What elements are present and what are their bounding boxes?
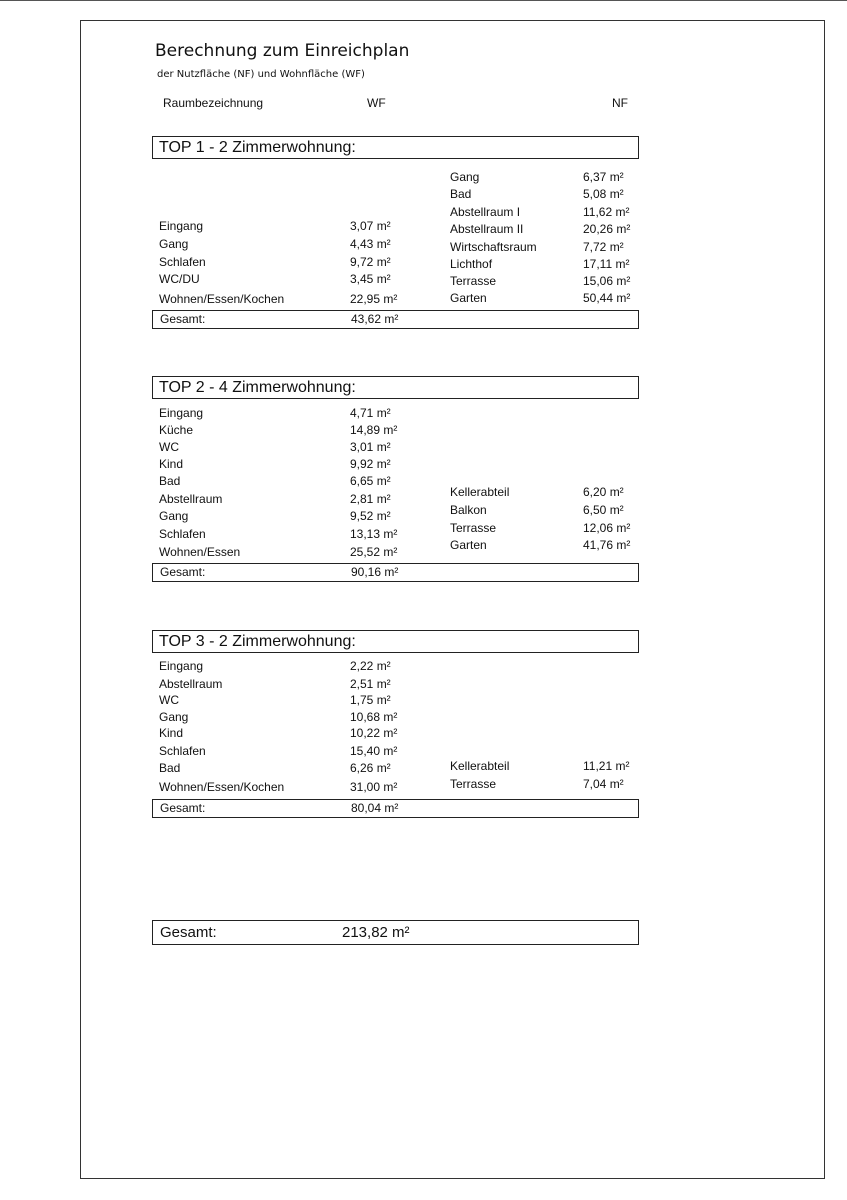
room-area: 25,52 m² <box>350 545 398 559</box>
section-total-top3 <box>152 799 639 818</box>
total-value: 80,04 m² <box>351 801 399 815</box>
room-name: Wohnen/Essen <box>159 545 241 559</box>
room-area: 31,00 m² <box>350 780 398 794</box>
room-area: 10,22 m² <box>350 726 398 740</box>
room-area: 15,06 m² <box>583 274 631 288</box>
room-name: Schlafen <box>159 255 206 269</box>
room-area: 41,76 m² <box>583 538 631 552</box>
room-area: 2,51 m² <box>350 677 391 691</box>
room-name: Wohnen/Essen/Kochen <box>159 780 285 794</box>
room-name: Gang <box>450 170 480 184</box>
room-area: 9,52 m² <box>350 509 391 523</box>
room-area: 1,75 m² <box>350 693 391 707</box>
room-name: Gang <box>159 237 189 251</box>
room-area: 7,72 m² <box>583 240 624 254</box>
room-area: 13,13 m² <box>350 527 398 541</box>
room-name: Balkon <box>450 503 487 517</box>
room-name: Kellerabteil <box>450 485 510 499</box>
room-area: 11,21 m² <box>583 759 630 773</box>
room-area: 12,06 m² <box>583 521 631 535</box>
total-value: 90,16 m² <box>351 565 399 579</box>
room-area: 20,26 m² <box>583 222 631 236</box>
room-name: Terrasse <box>450 777 497 791</box>
page-subtitle: der Nutzfläche (NF) und Wohnfläche (WF) <box>157 69 365 80</box>
room-name: Schlafen <box>159 744 206 758</box>
room-name: Abstellraum <box>159 677 223 691</box>
room-area: 6,26 m² <box>350 761 391 775</box>
top-border-line <box>0 0 847 1</box>
room-name: Kind <box>159 726 184 740</box>
grand-total-value: 213,82 m² <box>342 924 410 941</box>
section-total-top1 <box>152 310 639 329</box>
total-label: Gesamt: <box>160 312 206 326</box>
room-area: 9,92 m² <box>350 457 391 471</box>
room-name: Wohnen/Essen/Kochen <box>159 292 285 306</box>
room-area: 4,71 m² <box>350 406 391 420</box>
section-title-top2: TOP 2 - 4 Zimmerwohnung: <box>152 376 639 399</box>
room-name: Kind <box>159 457 184 471</box>
room-area: 2,22 m² <box>350 659 391 673</box>
grand-total-label: Gesamt: <box>160 924 217 941</box>
total-label: Gesamt: <box>160 801 206 815</box>
room-name: Garten <box>450 538 487 552</box>
room-area: 3,01 m² <box>350 440 391 454</box>
section-title-top1: TOP 1 - 2 Zimmerwohnung: <box>152 136 639 159</box>
room-area: 7,04 m² <box>583 777 624 791</box>
total-value: 43,62 m² <box>351 312 399 326</box>
total-label: Gesamt: <box>160 565 206 579</box>
room-name: Terrasse <box>450 521 497 535</box>
room-area: 9,72 m² <box>350 255 391 269</box>
room-area: 5,08 m² <box>583 187 624 201</box>
room-area: 17,11 m² <box>583 257 630 271</box>
section-title-top3: TOP 3 - 2 Zimmerwohnung: <box>152 630 639 653</box>
room-name: Terrasse <box>450 274 497 288</box>
room-name: Eingang <box>159 659 204 673</box>
room-name: Eingang <box>159 406 204 420</box>
room-area: 4,43 m² <box>350 237 391 251</box>
room-name: Wirtschaftsraum <box>450 240 537 254</box>
room-name: Abstellraum <box>159 492 223 506</box>
room-area: 11,62 m² <box>583 205 630 219</box>
room-name: Bad <box>159 474 181 488</box>
room-area: 10,68 m² <box>350 710 398 724</box>
room-name: Lichthof <box>450 257 493 271</box>
section-total-top2 <box>152 563 639 582</box>
room-name: Küche <box>159 423 194 437</box>
room-name: Kellerabteil <box>450 759 510 773</box>
room-name: Gang <box>159 509 189 523</box>
room-area: 15,40 m² <box>350 744 398 758</box>
room-name: Bad <box>159 761 181 775</box>
room-name: WC/DU <box>159 272 200 286</box>
column-header-wf: WF <box>367 96 386 110</box>
room-name: WC <box>159 693 179 707</box>
room-name: Gang <box>159 710 189 724</box>
room-area: 3,45 m² <box>350 272 391 286</box>
room-area: 6,20 m² <box>583 485 624 499</box>
room-name: Schlafen <box>159 527 206 541</box>
room-area: 14,89 m² <box>350 423 398 437</box>
column-header-room: Raumbezeichnung <box>163 96 264 110</box>
room-area: 22,95 m² <box>350 292 398 306</box>
room-name: Abstellraum I <box>450 205 521 219</box>
page-title: Berechnung zum Einreichplan <box>155 41 410 61</box>
room-name: WC <box>159 440 179 454</box>
room-area: 6,37 m² <box>583 170 624 184</box>
column-header-nf: NF <box>612 96 628 110</box>
room-name: Eingang <box>159 219 204 233</box>
room-area: 3,07 m² <box>350 219 391 233</box>
room-area: 6,65 m² <box>350 474 391 488</box>
room-name: Garten <box>450 291 487 305</box>
room-name: Bad <box>450 187 472 201</box>
room-name: Abstellraum II <box>450 222 524 236</box>
grand-total <box>152 920 639 945</box>
room-area: 2,81 m² <box>350 492 391 506</box>
room-area: 6,50 m² <box>583 503 624 517</box>
room-area: 50,44 m² <box>583 291 631 305</box>
